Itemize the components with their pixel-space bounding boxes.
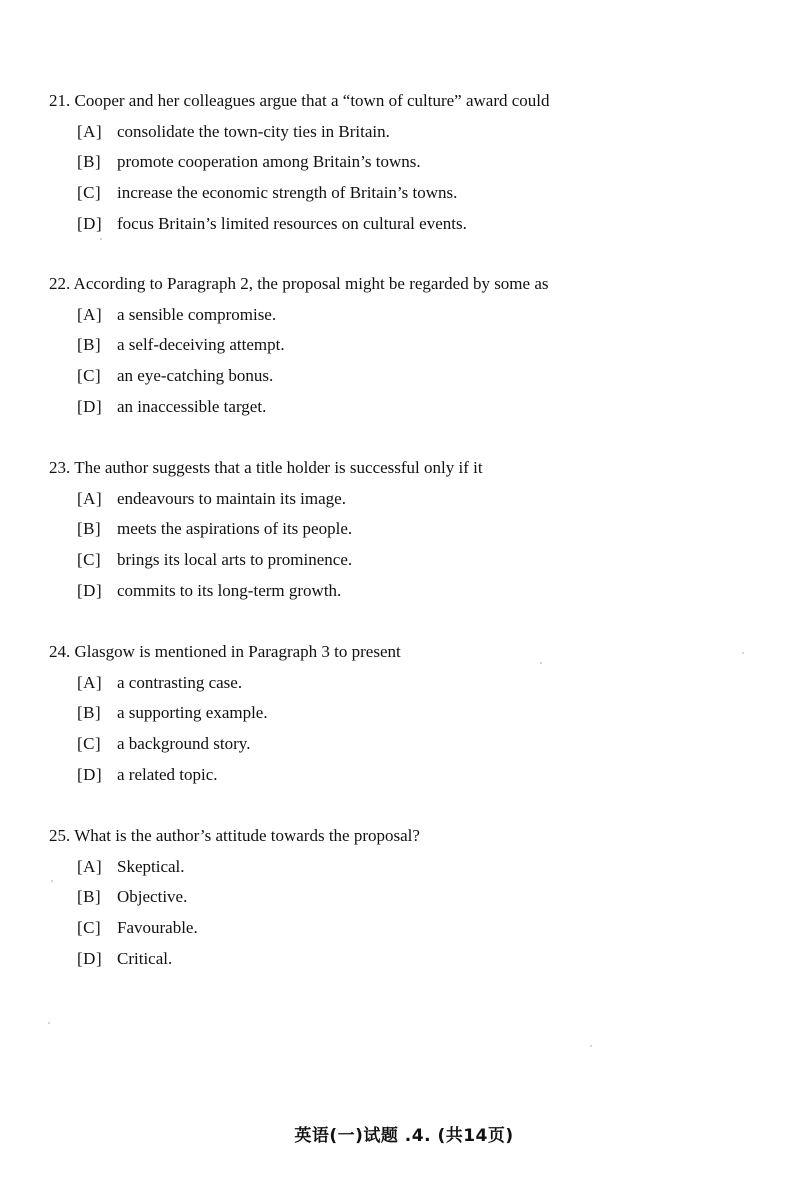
scan-speck — [51, 880, 53, 882]
option-text: focus Britain’s limited resources on cultural events. — [117, 213, 467, 233]
option-letter: [C] — [77, 734, 102, 754]
option-letter: [C] — [77, 183, 102, 203]
option-text: an eye-catching bonus. — [117, 366, 274, 386]
option-letter: [D] — [77, 580, 103, 600]
option-a — [77, 305, 749, 325]
option-text: Objective. — [117, 887, 188, 907]
option-text: a self-deceiving attempt. — [117, 335, 285, 355]
option-letter: [A] — [77, 304, 103, 324]
question-24 — [49, 642, 749, 785]
option-a — [77, 857, 749, 877]
option-d — [77, 581, 749, 601]
option-letter: [B] — [77, 335, 102, 355]
page-footer: 英语(一)试题 .4. (共14页) — [294, 1126, 514, 1146]
option-a — [77, 673, 749, 693]
option-letter: [C] — [77, 366, 102, 386]
scan-speck — [540, 662, 542, 664]
option-letter: [B] — [77, 703, 102, 723]
option-letter: [C] — [77, 550, 102, 570]
option-text: an inaccessible target. — [117, 396, 267, 416]
option-letter: [B] — [77, 519, 102, 539]
option-text: promote cooperation among Britain’s towns. — [117, 152, 421, 172]
scan-speck — [742, 652, 744, 654]
option-text: commits to its long-term growth. — [117, 580, 342, 600]
option-b — [77, 887, 749, 907]
option-d — [77, 765, 749, 785]
question-stem: 25. What is the author’s attitude towards the proposal? — [49, 826, 420, 845]
option-text: increase the economic strength of Britain’s towns. — [117, 183, 458, 203]
option-letter: [B] — [77, 887, 102, 907]
option-c — [77, 183, 749, 203]
question-stem: 23. The author suggests that a title holder is successful only if it — [49, 458, 483, 477]
option-text: Skeptical. — [117, 856, 185, 876]
question-21 — [49, 91, 749, 234]
scan-speck — [48, 1022, 50, 1024]
option-b — [77, 519, 749, 539]
option-text: a sensible compromise. — [117, 304, 277, 324]
option-text: brings its local arts to prominence. — [117, 550, 353, 570]
option-text: Favourable. — [117, 918, 198, 938]
option-letter: [A] — [77, 488, 103, 508]
option-b — [77, 335, 749, 355]
option-text: consolidate the town-city ties in Britain. — [117, 121, 390, 141]
option-c — [77, 734, 749, 754]
option-letter: [C] — [77, 918, 102, 938]
option-d — [77, 397, 749, 417]
option-letter: [D] — [77, 396, 103, 416]
option-letter: [A] — [77, 121, 103, 141]
option-letter: [A] — [77, 856, 103, 876]
question-stem: 21. Cooper and her colleagues argue that a “town of culture” award could — [49, 91, 550, 110]
option-letter: [D] — [77, 213, 103, 233]
option-letter: [D] — [77, 948, 103, 968]
option-b — [77, 152, 749, 172]
question-22 — [49, 274, 749, 417]
option-letter: [B] — [77, 152, 102, 172]
option-c — [77, 366, 749, 386]
option-text: meets the aspirations of its people. — [117, 519, 353, 539]
option-text: a background story. — [117, 734, 251, 754]
option-c — [77, 550, 749, 570]
option-text: Critical. — [117, 948, 173, 968]
option-text: a related topic. — [117, 764, 218, 784]
question-25 — [49, 826, 749, 969]
option-a — [77, 489, 749, 509]
option-c — [77, 918, 749, 938]
option-text: endeavours to maintain its image. — [117, 488, 346, 508]
option-text: a supporting example. — [117, 703, 268, 723]
scan-speck — [100, 238, 102, 240]
option-letter: [D] — [77, 764, 103, 784]
option-b — [77, 703, 749, 723]
option-d — [77, 949, 749, 969]
scan-speck — [590, 1045, 592, 1047]
question-stem: 24. Glasgow is mentioned in Paragraph 3 to present — [49, 642, 401, 661]
option-d — [77, 214, 749, 234]
option-text: a contrasting case. — [117, 672, 243, 692]
question-stem: 22. According to Paragraph 2, the proposal might be regarded by some as — [49, 274, 549, 293]
question-23 — [49, 458, 749, 601]
option-a — [77, 122, 749, 142]
option-letter: [A] — [77, 672, 103, 692]
